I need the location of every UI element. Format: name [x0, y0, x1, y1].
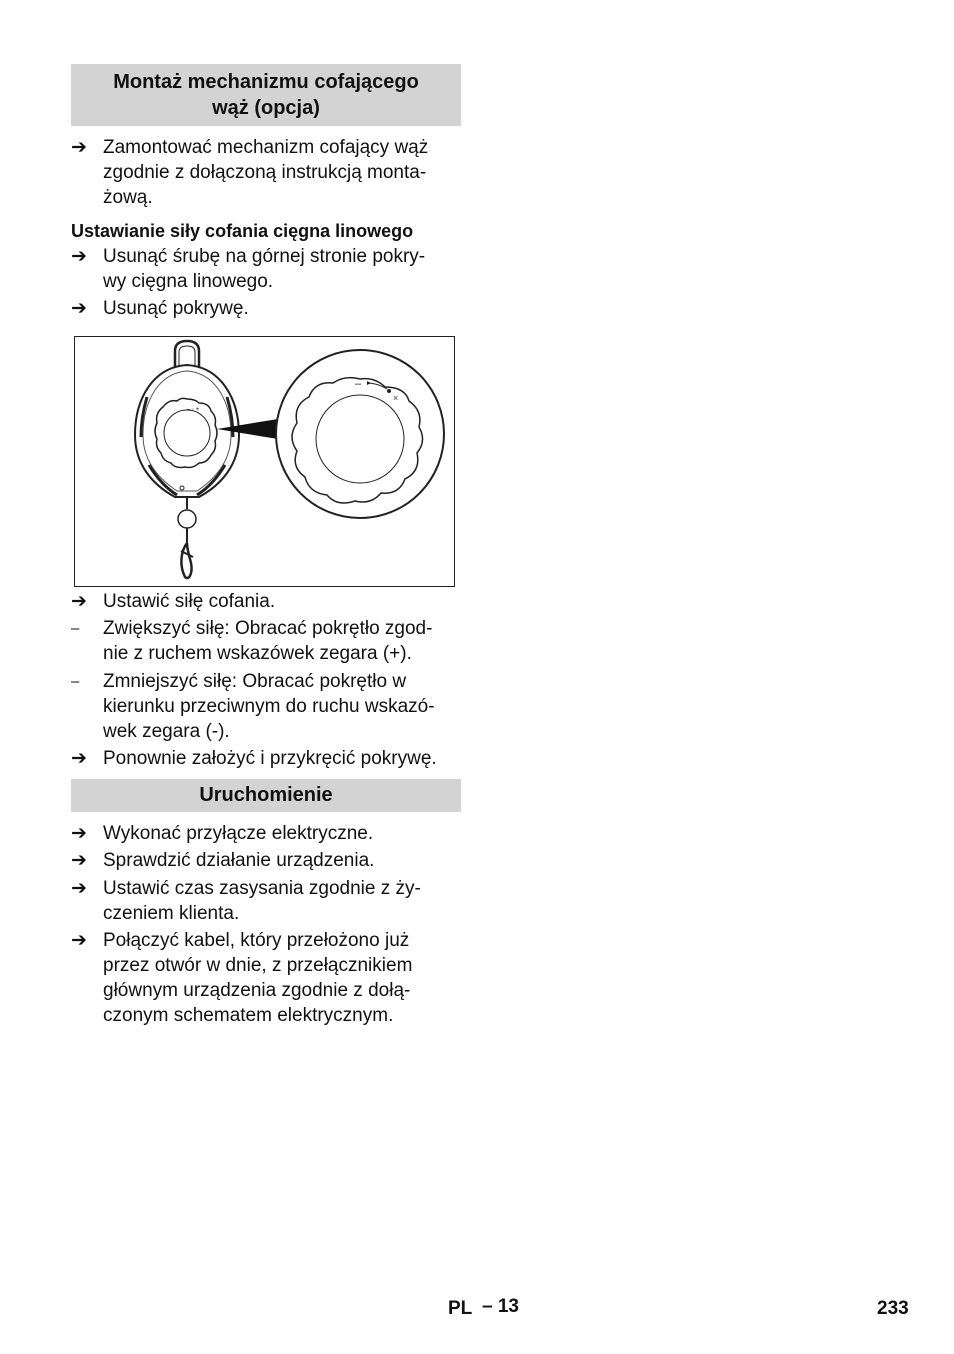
arrow-icon: ➔: [71, 137, 87, 158]
arrow-icon: ➔: [71, 850, 87, 871]
arrow-icon: ➔: [71, 823, 87, 844]
list-item: [71, 135, 461, 210]
section-title-startup: Uruchomienie: [71, 779, 461, 812]
arrow-icon: ➔: [71, 748, 87, 769]
arrow-icon: ➔: [71, 591, 87, 612]
list-item: [71, 669, 461, 744]
step-text: Ponownie założyć i przykręcić pokrywę.: [103, 748, 437, 769]
footer-language: PL: [448, 1298, 473, 1319]
step-text: Wykonać przyłącze elektryczne.: [103, 823, 374, 844]
arrow-icon: ➔: [71, 930, 87, 951]
step-text: Połączyć kabel, który przełożono już przez otwór w dnie, z przełącznikiem głównym urządzenia zgodnie z dołą- czonym schematem elektrycznym.: [103, 930, 413, 1026]
svg-text:–: –: [355, 378, 362, 390]
list-item: [71, 244, 461, 294]
svg-text:×: ×: [393, 393, 399, 403]
dash-marker: –: [71, 673, 80, 690]
list-item: [71, 616, 461, 666]
footer-page-number: 233: [877, 1298, 909, 1319]
section-title-hose-reel-mounting: Montaż mechanizmu cofającego wąż (opcja): [71, 64, 461, 126]
step-text: Zmniejszyć siłę: Obracać pokrętło w kierunku przeciwnym do ruchu wskazó- wek zegara (-).: [103, 671, 435, 742]
step-text: Ustawić czas zasysania zgodnie z ży- czeniem klienta.: [103, 878, 421, 924]
footer-page-label: – 13: [482, 1296, 519, 1317]
dash-marker: –: [71, 620, 80, 637]
step-text: Sprawdzić działanie urządzenia.: [103, 850, 375, 871]
hose-reel-figure: [74, 336, 455, 587]
step-text: Zwiększyć siłę: Obracać pokrętło zgod- nie z ruchem wskazówek zegara (+).: [103, 618, 433, 664]
arrow-icon: ➔: [71, 298, 87, 319]
subsection-title: Ustawianie siły cofania cięgna linowego: [71, 221, 414, 241]
list-item: [71, 876, 461, 926]
list-item: [71, 928, 461, 1028]
step-text: Zamontować mechanizm cofający wąż zgodnie z dołączoną instrukcją monta- żową.: [103, 137, 429, 208]
list-item: [71, 848, 461, 873]
hose-reel-illustration: [75, 337, 453, 585]
arrow-icon: ➔: [71, 246, 87, 267]
svg-text:– ◦ +: – ◦ +: [187, 407, 200, 413]
step-text: Ustawić siłę cofania.: [103, 591, 276, 612]
step-text: Usunąć pokrywę.: [103, 298, 249, 319]
list-item: [71, 746, 461, 771]
list-item: [71, 296, 461, 321]
step-text: Usunąć śrubę na górnej stronie pokry- wy cięgna linowego.: [103, 246, 426, 292]
arrow-icon: ➔: [71, 878, 87, 899]
list-item: [71, 821, 461, 846]
list-item: [71, 589, 461, 614]
